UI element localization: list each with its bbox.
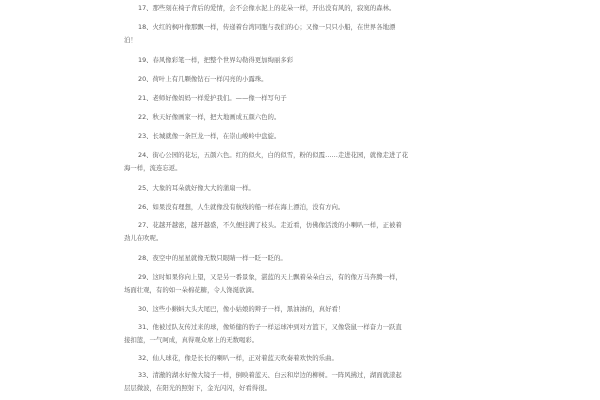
item-text: 23、长城就像一条巨龙一样，在崇山峻岭中盘旋。 — [138, 132, 281, 140]
list-item — [138, 2, 458, 15]
list-item — [124, 271, 454, 297]
item-text: 19、春风像彩笔一样，把整个世界勾勒得更加绚丽多彩 — [138, 56, 294, 64]
item-text-continued: 场面壮观，有的如一朵棉花糖，令人馋涎欲滴。 — [124, 286, 259, 294]
item-text: 28、夜空中的星星就像无数只眼睛一样一眨一眨的。 — [138, 254, 287, 262]
list-item — [124, 21, 454, 47]
item-text: 30、这些小蝌蚪大头大尾巴，像小姑娘的辫子一样，黑油油的，真好看！ — [138, 305, 345, 313]
list-item — [138, 92, 458, 105]
item-text: 31、他被过队友传过来的球，像矫健的豹子一样运球冲到对方篮下，又像袋鼠一样奋力一跃直 — [138, 323, 402, 331]
item-text-continued: 层层微波，在阳光的照射下，金光闪闪，好看得很。 — [124, 384, 271, 392]
item-text: 32、仙人球花，像是长长的喇叭一样，正对着蓝天吹奏着欢快的乐曲。 — [138, 354, 338, 362]
list-item — [138, 182, 458, 195]
item-text: 29、这时如果你向上望，又是另一番景象，湛蓝的天上飘着朵朵白云，有的像万马奔腾一样， — [138, 273, 402, 281]
item-text: 18、火红的枫叶像那飘一样，传递着台湾同胞与我们的心；又像一只只小船，在世界各地漂 — [138, 23, 396, 31]
item-text-continued: 泊！ — [124, 36, 137, 44]
item-text-continued: 劲儿在吹呢。 — [124, 234, 163, 242]
item-text: 25、大象的耳朵就好像大大的蒲扇一样。 — [138, 184, 255, 192]
list-item — [138, 252, 458, 265]
list-item — [124, 321, 454, 347]
list-item — [138, 130, 458, 143]
list-item — [124, 149, 454, 175]
list-item — [138, 303, 458, 316]
item-text: 21、老师好像妈妈一样爱护我们。——像一样写句子 — [138, 94, 287, 102]
item-text: 24、街心公园的花坛，五颜六色。红的似火，白的似雪，粉的似霞……走进花园，就像走进了花 — [138, 151, 409, 159]
item-text: 26、如果没有理想，人生就像没有航线的船一样在海上漂泊，没有方向。 — [138, 203, 345, 211]
list-item — [138, 54, 458, 67]
list-item — [138, 73, 458, 86]
list-item — [124, 369, 454, 395]
item-text-continued: 海一样，流连忘返。 — [124, 164, 182, 172]
list-item — [124, 219, 454, 245]
item-text: 27、花越开越密，越开越盛，不久便挂满了枝头。走近看，仿佛像活泼的小喇叭一样，正被着 — [138, 221, 402, 229]
item-text: 17、那些刻在椅子背后的爱情，会不会像水泥上的花朵一样，开出没有风的，寂寞的森林。 — [138, 4, 396, 12]
item-text: 22、秋天好像画家一样，把大地画成五颜六色的。 — [138, 113, 281, 121]
item-text: 33、清澈的湖水好像大镜子一样，倒映着蓝天、白云和岸边的柳树。一阵风拂过，湖面就漾起 — [138, 371, 402, 379]
list-item — [138, 201, 458, 214]
list-item — [138, 111, 458, 124]
item-text-continued: 接扣篮，一气呵成，真得观众席上的无数喝彩。 — [124, 336, 259, 344]
item-text: 20、荷叶上有几颗像钻石一样闪亮的小露珠。 — [138, 75, 268, 83]
list-item — [138, 352, 458, 365]
